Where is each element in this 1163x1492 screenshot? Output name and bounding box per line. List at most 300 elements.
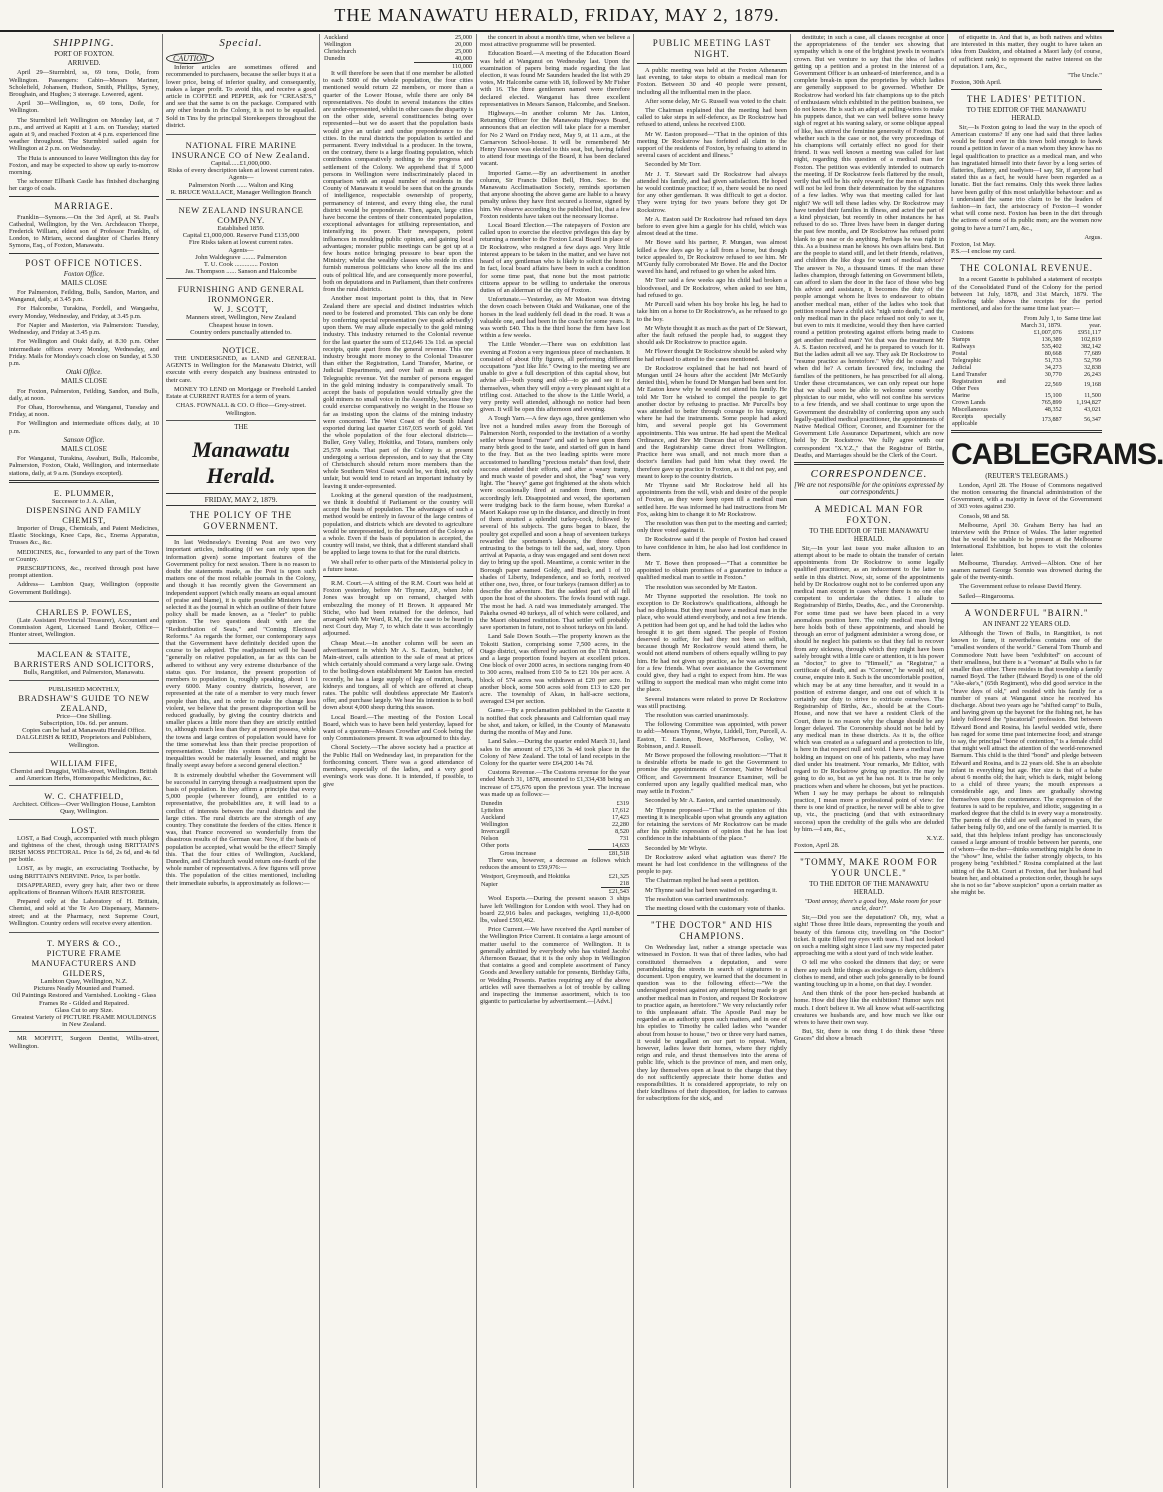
letter-date: Foxton, 30th April. [951,79,1002,87]
table-cell: 535,402 [1041,342,1062,350]
divider [951,89,1102,90]
ad-line: John Waldegrave ........ Palmerston [195,253,287,261]
policy-para: Looking at the general question of the readjustment, we think it doubtful if Parliament or the country will accept the basis of population. The advantages of such a method would be entirely in favour of the large centres of population, and districts which are devoted to agriculture would be unrepresented, to the detriment of the Colony as a whole. Even if the basis of population is accepted, the country will insist, we think, that a different standard shall be applied to large towns to that for the rural districts. [323,491,473,557]
ad-line: Capital......£1,000,000. [210,160,272,168]
otaki-para: For Foxton, Palmerston, Feilding, Sandon, and Bulls, daily, at noon. [9,387,159,402]
ad-title: BARRISTERS AND SOLICITORS, [13,659,155,670]
divider [323,576,473,577]
meeting-para: Mr J. T. Stewart said Dr Rockstrow had always attended his family, and had given satisfaction. He hoped he would continue practice; if so, there would be no need for any other gentleman. It was difficult to get a doctor. They were trying for two years before they got Dr Rockstrow. [637,170,787,214]
shipping-title: SHIPPING. [53,37,115,49]
meeting-para: Mr Bowe proposed the following resolution:—"That it is desirable efforts be made to get the Government to promise the appointments of Coroner, Native Medical Officer, and Government Insurance Examiner, will be conferred upon any legally qualified medical man, who may settle in Foxton." [637,752,787,796]
port-title: PORT OF FOXTON. [54,50,114,58]
divider [166,535,316,536]
table-cell: 765,899 [1041,398,1062,406]
shipping-para: The Sturmbird left Wellington on Monday last, at 7 p.m., and arrived at Kapiti at 1 a.m. on Tuesday; started again at 9, and reached Foxton at 4 p.m. experienced fine weather throughout. The Sturmbird sailed again for Wellington at 2 p.m. on Wednesday. [9,116,159,153]
meeting-para: After some delay, Mr G. Russell was voted to the chair. [645,97,787,105]
table-cell: £319 [616,799,629,807]
table-row [951,343,1102,350]
table-cell: 40,000 [454,55,472,62]
table-cell: 11,500 [1084,391,1101,399]
table-row [951,392,1102,399]
table-cell: 25,000 [454,34,472,41]
ad-line: Bulls, Rangitikei, and Palmerston, Manawatu. [23,669,145,677]
table-row [951,336,1102,343]
table-cell: 731 [619,834,629,842]
meeting-para: Dr Rockstrow said if the people of Foxton had ceased to have confidence in him, he also had lost confidence in them. [637,536,787,558]
table-cell: Wellington [324,41,352,48]
mails-close: MAILS CLOSE [61,444,107,453]
ad-name: MACLEAN & STAITE, [37,649,131,660]
ad-line: CHAS. FOWNALL & CO. O ffice—Grey-street. Wellington. [175,402,307,417]
cablegrams-title: CABLEGRAMS. [951,437,1163,471]
meeting-para: The Chairman explained that the meeting had been called to take steps in self-defence, as Dr Rockstrow had refused to attend, unless he received £100. [637,107,787,129]
post-title: POST OFFICE NOTICES. [25,257,143,268]
table-row [951,357,1102,364]
divider [951,603,1102,604]
meeting-para: The Chairman replied he had seen a petition. [645,877,760,885]
ad-para: THE UNDERSIGNED, as LAND and GENERAL AGENTS in Wellington for the Manawatu District, will execute with every despatch any business entrusted to their care. [166,355,316,384]
ad-line: T. U. Cook .............. Foxton [203,261,279,269]
table-cell: Dunedin [324,55,346,63]
news-para: Game.—By a proclamation published in the Gazette it is notified that cock pheasants and Californian quail may be shot, and taken, or killed, in the County of Manawatu during the months of May and June. [480,707,630,737]
ad-name: W. J. SCOTT, [213,304,269,315]
letter-para: of etiquette in. And that is, as both natives and whites are interested in this matter, they ought to have taken an idea from Daskton, and obtained a Maori lady (of course, of sufficient rank) to represent the native interest on the deputation. I am, &c., [951,34,1102,70]
table-total: £81,518 [588,849,630,857]
post-para: For Napier and Masterton, via Palmerston: Tuesday, Wednesday, and Friday at 3.45 p.m. [9,321,159,337]
post-sub: Foxton Office. [63,269,105,278]
table-cell: Invercargill [481,827,510,835]
otaki-sub: Otaki Office. [65,368,103,377]
table-cell: 22,569 [1044,381,1062,388]
meeting-para: The resolution was seconded by Mr Easton. [645,583,757,591]
ad-name: WILLIAM FIFE, [50,757,118,768]
table-cell: 8,520 [615,827,629,835]
divider [951,430,1102,433]
ad-scott [166,282,316,340]
table-row [323,55,473,63]
ad-line: Jas. Thompson ...... Sanson and Halcombe [185,268,297,276]
ad-line: Greatest Variety of PICTURE FRAME MOULDINGS in New Zealand. [11,1014,157,1029]
correspondence-title: CORRESPONDENCE. [810,467,928,480]
shipping-para: April 29—Sturmbird, ss, 69 tons, Doile, from Wellington. Passengers: Cabin—Messrs Mariner, Scholefield, Johansen, Hudson, Smith, Phillips, Syney, Broughain, and Hughes; 3 steerage. Lowered, agent. [9,69,159,99]
ad-line: Risks of every description taken at lowest current rates. [167,167,315,175]
ad-line: Lambton Quay, Wellington, N.Z. [40,978,128,986]
ad-line: Manners street, Wellington, New Zealand [186,314,296,322]
table-row [480,814,630,821]
policy-title: THE POLICY OF THE GOVERNMENT. [189,510,293,532]
news-para: Imported Game.—By an advertisement in another column, Sir Francis Dillon Bell, Hon. Sec. to the Manawatu Acclimatisation Society, reminds sportsmen that anyone shooting the above game are liable to a heavy penalty unless they have first secured a license, signed by him. We observe according to the published list, that a few Foxton residents have taken out the necessary license. [480,169,630,220]
ad-fife [9,756,159,786]
policy-para: Another most important point is this, that in New Zealand there are special and distinct industries which need to be fostered and promoted. This can only be done by conferring special representation (we speak advisedly) upon them. We may allude especially to the gold mining industry. This industry returned to the Colonial revenue for the last quarter the sum of £12,646 13s 11d. as special receipts, quite apart from the general revenue. This one industry brought more money to the Colonial Treasurer than either the Registration, Land Transfer, Marine, or Judicial Departments, and over half as much as the Telegraphic revenue. Yet the number of persons engaged in the gold mining industry is comparatively small. To accept the basis of population would virtually give the gold miners no small voice in the Assembly, because they could exercise comparatively no weight in the House so far as insisting upon the claims of the mining industry were concerned. The West Coast of the South Island exported during last quarter £167,035 worth of gold. Yet the whole population of the four electoral districts—Buller, Grey Valley, Hokitika, and Totara, numbers only 25,578 souls. That part of the Colony is at present undergoing a serious depression, and to say that the City of Christchurch should return more members than the whole Southern West Coast would be, we think, not only unfair, but would tend to retard an important industry by leaving it under-represented. [323,295,473,490]
ad-line: Agents— [228,246,254,254]
signature: X.Y.Z. [926,834,944,842]
news-para: Land Sale Down South.—The property known as the Tokoiti Station, comprising some 7,500 acres, in the Otago district, was offered by auction on the 17th instant, and a large proportion found buyers at excellent prices. One block of over 2000 acres, in sections ranging from 40 to 300 acres, realised from £10 5s to £21 10s per acre. A block of 574 acres was withdrawn at £20 per acre. In another block, some 500 acres sold from £13 to £20 per acre. The township of Akau, in half-acre sections, averaged £34 per section. [480,633,630,706]
table-cell: 25,000 [454,48,472,55]
table-total: £21,543 [601,888,630,896]
table-row [951,406,1102,413]
ad-line: Capital £1,000,000. Reserve Fund £135,000 [182,232,300,240]
ad-para: Inferior articles are sometimes offered and recommended to purchasers, because the seller buys it at a lower price, being of inferior quality, and consequently, makes a larger profit. To avoid this, and receive a good article in COFFEE and PEPPER, ask for "CREASE'S," and see that the same is on the package. Compared with any other brands in the Colony, it is not to be equalled. Sold in Tins by the principal Storekeepers throughout the district. [166,64,316,129]
table-row [951,364,1102,371]
letter-verse: "Dont annoy, there's a good boy, Make room for your uncle, dear!" [804,897,942,912]
ad-para: PRESCRIPTIONS, &c., received through post have prompt attention. [9,564,159,580]
ad-line: Price—One Shilling. [56,712,112,720]
table-cell: 17,423 [611,813,629,821]
nameplate: Manawatu Herald. [192,436,290,488]
table-cell: 173,887 [1041,416,1062,423]
cable-para: Sailed—Ringarooma. [959,592,1015,600]
to-editor: TO THE EDITOR OF THE MANAWATU HERALD. [809,527,929,543]
ad-moffitt: MR MOFFITT, Surgeon Dentist, Willis-street, Wellington. [9,1035,159,1050]
letter-para: And then think of the poor hen-pecked husbands at home. How did they like the exhibition? Humor says not much. I don't believe it. We all know what self-sacrificing creatures we husbands are, and how much we like our wives to have their own way. [794,990,944,1026]
letter-date: Foxton, April 28. [794,842,840,850]
table-row [323,41,473,48]
decrease-table [480,873,630,895]
divider [9,253,159,254]
ad-para: Importer of Drugs, Chemicals, and Patent Medicines, Elastic Stockings, Knee Caps, &c., Enema Apparatus, Trusses &c., &c. [9,524,159,547]
doctor-para: destitute; in such a case, all classes recognise at once the appropriateness of the tender sex showing that sympathy which is one of the brightest jewels in woman's crown. But we venture to say that the idea of ladies getting up a petition and a protest in the interest of a Government Officer is an unheard-of interference, and is a complete break-in upon the proprieties by which ladies are generally supposed to be governed. Whether Dr Rockstrow had worked his fair champions up to the pitch of enthusiasm which exhibited in the petition business, we do not know. He is such an adept at pulling-wires to make his puppets dance, that we can well believe some heavy sigh of regret at his waning salary, or some oblique appeal of like, has stirred the feminine generosity of Foxton. But whether such is the case or not, the very proceedings of his champions will certainly effect no good for their friend. It was well known a meeting was called for last night, regarding this question of a medical man for Foxton. The petition was evidently intended to outmarch the meeting. If Dr Rockstrow feels flattered by the result, verily that will be his only reward; for the men of Foxton will not be led from their determination by the signatures of a few ladies. Why was that meeting called for last night? We will tell these ladies why. Dr Rockstrow may have tended their families in illness, and acted the part of a kind physician, but recently in other instances he has refused to do so. Three lives have been in danger during the past few months, and Dr Rockstrow has refused point blank to go near or do anything. Perhaps he was right in this. As a business man he knows his own affairs best. But are the people to stand still, and let their friends, relatives, and children die like dogs for want of medical advice? The answer is No, a thousand times. If the man these ladies champion, through fattening on Government billets, can afford to slam the door in the face of those who beg his advice and assistance, it becomes the duty of the people amongst whom he lives to endeavour to obtain another medical man, either of the ladies who took that petition round have a child sick "nigh unto death," and the only medical man in the place refused not only to see it, but even to mix it medicine, would they then have carried round a petition protesting against efforts being made to get another medical man? Yet that was the treatment Mr A. S. Easton received, and he is prepared to vouch for it. But the ladies admit all we say. They ask Dr Rockstrow to "resume practice as heretofore." Why did he cease? and when did he? A certain favoured few, including the families of the petitioners, he has prescribed for all along. Under these circumstances, we can only repeat our hope that we shall soon be able to welcome some worthy physician to our midst, who will not confine his services to a few friends, and we shall continue to urge upon the Government the desirability of conferring upon any such legally-qualified medical practitioner, the appointments of Native Medical Officer, Coroner, and Examiner for the Government Life Assurance Department, which are now held by Dr Rockstrow. We fully agree with our correspondent "X.Y.Z.," that the Registrar of Births, Deaths, and Marriages should be the Clerk of the Court. [794,34,944,459]
table-header: Same time last year. [1064,314,1101,329]
table-cell: Marine [952,391,970,399]
column-5 [634,34,791,1488]
ad-pre: PUBLISHED MONTHLY, [48,685,120,693]
table-cell: Auckland [481,813,506,821]
ladies-title: THE LADIES' PETITION. [966,94,1087,105]
ad-maclean [9,647,159,680]
ad-para: DISAPPEARED, every grey hair, after two or three applications of Brannan Wilton's HAIR RESTORER. [9,881,159,897]
ad-name: T. MYERS & CO., [46,938,122,949]
marriage-title: MARRIAGE. [54,200,114,211]
table-cell: Christchurch [324,48,356,55]
table-row [951,378,1102,392]
ad-title: LOST. [71,824,97,835]
meeting-para: A public meeting was held at the Foxton Athenæum last evening, to take steps to obtain a medical man for Foxton. Between 30 and 40 people were present, including all the influential men in the place. [637,67,787,96]
ad-line: Established 1859. [217,225,265,233]
table-cell: 26,243 [1083,370,1101,378]
table-cell: 80,668 [1044,349,1062,357]
post-para: For Wellington and Otaki daily, at 8.30 p.m. Other intermediate offices every Monday, Wednesday, and Friday. Mails for Monday's coach close on Sunday, at 5.30 p.m. [9,338,159,367]
table-cell: 136,389 [1041,335,1062,343]
post-para: For Halcombe, Turakina, Fordell, and Wangaehu, every Monday, Wednesday, and Friday, at 3.45 p.m. [9,305,159,320]
table-header-row [951,315,1102,329]
signature: Argus. [1084,233,1102,241]
table-cell: Postal [952,349,968,357]
cable-para: The Government refuse to release David Henry. [959,583,1082,591]
medical-title: A MEDICAL MAN FOR FOXTON. [814,504,924,526]
table-row [480,888,630,896]
nameplate-the: THE [234,422,248,431]
columns [6,34,1163,1488]
ad-line: Agents— [228,174,254,182]
news-para: R.M. Court.—A sitting of the R.M. Court was held at Foxton yesterday, before Mr Thynne, J.P., when John Jones was brought up on remand, charged with embezzling the money of H Brown. It appeared Mr Stiche, who had been retained for the defence, had arranged with Mr Ward, R.M., for the case to be heard in next Court day, May 7, to which date it was accordingly adjourned. [323,580,473,638]
bairn-sub: AN INFANT 22 YEARS OLD. [982,619,1071,628]
ad-line: Copies can be had at Manawatu Herald Office. [22,727,146,735]
table-cell: 14,633 [611,841,629,849]
table-cell: Judicial [952,363,972,371]
table-row [951,350,1102,357]
meeting-para: Mr Bowe said his partner, P. Mungan, was almost killed a few days ago by a fall from a horse, but though twice appealed to, Dr Rockstrow refused to see him. Mr M'Gurdy fully corroborated Mr Bowe. He and the Doctor waved his hand, and refused to go when he asked him. [637,239,787,276]
special-title: Special. [219,37,263,49]
table-cell: 218 [619,880,629,888]
meeting-para: Seconded by Mr Torr. [645,161,701,169]
meeting-para: Mr Thynne supported the resolution. He took no exception to Dr Rockstrow's qualifications, although he had no diploma. But they must have a medical man in the place, who would attend everybody, and not a few friends. A petition had been got up, and he had told the ladies who brought it to get them signed. The people of Foxton deserved to suffer, for had they not been so selfish, because though Mr Rockstrow would attend them, he would not attend numbers of others equally willing to pay him. He had not given up practice, as he was acting now for a few friends. What over assistance the Government could give, they had a right to expect from him. He was willing to support the medical man who might come into the place. [637,592,787,694]
divider [637,915,787,916]
letter-para: O tell me who cooked the dinners that day; or were there any such little things as stockings to darn, children's clothes to mend, and other such jobs generally to be found wanting touching up in a home, on that day. I wonder. [794,959,944,988]
table-cell: 1,194,827 [1076,398,1101,406]
meeting-para: The resolution was carried unanimously. [645,895,749,903]
masthead: THE MANAWATU HERALD, FRIDAY, MAY 2, 1879. [0,0,1114,32]
divider [637,63,787,64]
table-cell: 19,168 [1083,381,1101,388]
table-cell: 20,000 [454,41,472,48]
table-cell: Wellington [481,820,509,828]
ad-title: FURNISHING AND GENERAL IRONMONGER. [177,284,305,305]
ad-line: Oil Paintings Restored and Varnished. Looking - Glass Frames Re - Gilded and Repaired. [11,992,157,1007]
ad-nz-insurance [166,203,316,279]
table-row [480,880,630,888]
ad-plummer [9,486,159,602]
revenue-para: In a recent Gazette is published a statement of receipts of the Consolidated Fund of the Colony for the period between 1st July, 1878, and 31st March, 1879. The following table shows the receipts for the period mentioned, and also for the same time last year:— [951,276,1102,313]
table-cell: Registration and Other Fees [952,377,1006,392]
meeting-para: Mr T. Bowe then proposed—"That a committee be appointed to obtain promises of a guarantee to induce a qualified medical man to settle in Foxton." [637,560,787,582]
table-cell: £1,007,076 [1033,328,1062,336]
news-para: the concert in about a month's time, when we believe a most attractive programme will be presented. [480,34,630,49]
table-row [480,873,630,880]
meeting-para: Mr Flower thought Dr Rockstrow should be asked why he had refused to attend to the cases mentioned. [637,348,787,363]
to-editor: TO THE EDITOR OF THE MANAWATU HERALD. [966,106,1087,122]
meeting-para: Several instances were related to prove Dr Rockstrow was still practising. [637,695,787,710]
table-total: 110,000 [414,63,473,71]
table-cell: Receipts specially applicable [952,412,1006,427]
table-cell: 48,352 [1044,405,1062,413]
ad-line: Architect. Offices—Over Wellington House, Lambton Quay, Wellington. [12,801,156,816]
table-cell: 34,273 [1044,363,1062,371]
ad-para: Address— Lambton Quay, Wellington (opposite Government Buildings). [9,581,159,596]
column-3 [320,34,477,1488]
ad-title: DISPENSING AND FAMILY CHEMIST, [26,504,142,525]
table-row [480,828,630,835]
ad-title: NATIONAL FIRE MARINE INSURANCE CO of New Zealand. [171,140,311,161]
news-para: Local Board.—The meeting of the Foxton Local Board, which was to have been held yesterday, lapsed for want of a quorum—Messrs Crowther and Cook being the only Commissioners present. It was adjourned to this day. [323,713,473,743]
table-cell: Gross increase [500,849,537,857]
policy-para: We shall refer to other parts of the Ministerial policy in a future issue. [323,558,473,573]
table-row [480,842,630,850]
column-7 [948,34,1163,1488]
cities-table [323,34,473,70]
news-para: Land Sales.—During the quarter ended March 31, land sales to the amount of £75,136 3s 4d took place in the Colony of New Zealand. The total of land receipts in the Colony for the quarter were £64,200 14s 7d. [480,738,630,767]
arrived-label: ARRIVED. [67,59,101,68]
divider [951,258,1102,259]
ad-line: DALGLEISH & REID, Proprietors and Publishers, Wellington. [16,734,152,749]
table-row [951,329,1102,336]
policy-para: It is extremely doubtful whether the Government will be successful in carrying through a readjustment upon the basis of population. In they affirm a principle that every 5,000 people (wherever found), are entitled to a representative, the probabilities are, it will lead to a conflict of interests between the rural districts and the large cities. The rural districts are the strength of any country. They constitute the feeders of the cities. Hence it was, that France recovered so wonderfully from the disastrous results of the German war. Now, if the basis of population be accepted, what would be the effect? Simply this. That the four cities of Wellington, Auckland, Dunedin, and Christchurch would return one-fourth of the whole number of representatives. A few figures will prove this. The population of the cities mentioned, including their immediate suburbs, is approximately as follows:— [166,771,316,887]
news-para: A Tough Yarn.—A few days ago, three gentlemen who live not a hundred miles away from the Borough of Palmerston North, responded to the invitation of a worthy settler whose brand "mare" and said to have upon them many birds good to the taste, and started off gun in hand to the fray. But as the two leading spirits were more accustomed to handling "precious metals" than fowl, their success attended their efforts, and after a weary tramp, and much waste of powder and shot, the "bag" was very light. The "heavy" game got frightened at the shots which were occasionally fired at random from them, and accordingly left. Disappointed and vexed, the sportsmen were trudging back to the farm house, when Eureka! a Maori Kakapo rose up in the distance, and directly in front of them strutted a splendid turkey-cock, followed by several of his subjects. The guns began to blaze, the poultry got expelled and soon a heap of seventeen turkeys rewarded the sportsmen's labours, the three others entrusting to the beings to tell the sad, sad, story. Upon arrival at Papaoia, a dray was engaged and sent down next day to bring up the spoil. Meantime, a comic writer in the Borough paper named Goldy, and Buck, and 1 of 10 shades of Liberty, Independence, and so forth, received either one, two, three, or four turkeys (ramson differ) as to describe the adventure. But the saddest part of all fell upon the host of the shooters. The fowls found with rage. The most he had. A raid was immediately arranged. The Pakeha owned 40 turkeys, all of which were collared, and the Maori obtained restitution. That settler will probably save sportsmen in future, not to shoot turkeys on his land. [480,415,630,632]
table-cell: Dunedin [481,799,503,807]
to-editor: TO THE EDITOR OF THE MANAWATU HERALD. [809,880,929,896]
letter-para: Sir,—Did you see the deputation? Oh, my, what a sight! Those three little dears, representing the youth and beauty of this famous city, travelling on "the Doctor" ticket. It quite filled my eyes with tears. I had not looked on such a melting sight since I last saw my respected pater approaching me with a stout yard of inch wide leather. [794,914,944,958]
ad-name: E. PLUMMER, [53,487,115,498]
doctor-title: "THE DOCTOR" AND HIS CHAMPIONS. [651,920,773,942]
meeting-para: Seconded by Mr Whyte. [645,844,708,852]
table-header: From July 1, to March 31, 1879. [1020,314,1062,329]
meeting-para: Mr Thynne said he had been waited on regarding it. [645,886,778,894]
meeting-para: The resolution was then put to the meeting and carried; only three voted against it. [637,519,787,535]
news-para: Local Board Election.—The ratepayers of Foxton are called upon to exercise the elective privileges this day by returning a member to the Foxton Local Board in place of Dr Rockstrow, who resigned a few days ago. Very little interest appears to be taken in the matter, and we have not heard of any gentleman who is likely to solicit the honor. In fact, local board affairs have been in such a condition for some time past, that none but the most patriotic citizens appear to be willing to undertake the onerous duties of an alderman of the city of Foxton. [480,222,630,294]
ad-line: Glass Cut to any Size. [54,1006,114,1014]
customs-table [480,800,630,857]
ad-line: Country orders punctually attended to. [190,328,292,336]
cable-para: Consols, 98 and 58. [959,512,1010,520]
sanson-sub: Sanson Office. [63,435,105,444]
meeting-para: The meeting closed with the customary vote of thanks. [645,904,786,912]
column-2 [163,34,320,1488]
otaki-para: For Wellington and intermediate offices daily, at 10 p.m. [9,420,159,435]
divider [794,852,944,853]
table-cell: £21,325 [608,873,629,881]
table-cell: Westport, Greymouth, and Hokitika [481,873,570,881]
marriage-para: Franklin—Symons.—On the 3rd April, at St. Paul's Cathedral, Wellington, by the Ven. Archdeacon Thorpe, Frederick William, eldest son of Professor Franklin, of London, to Miriam, second daughter of Charles Henry Symons, Esq., of Foxton, Manawatu. [9,213,159,250]
column-4 [477,34,634,1488]
news-para: There was, however, a decrease as follows which reduces the amount to £59,976:— [480,856,630,872]
dateline: FRIDAY, MAY 2, 1879. [166,493,316,506]
correspondence-note: [We are not responsible for the opinions expressed by our correspondents.] [794,480,944,497]
ad-line: Subscription, 10s. 6d. per annum. [39,720,129,727]
table-cell: 56,347 [1083,416,1101,423]
meeting-para: Mr Whyte thought it as much as the part of Dr Stewart, after the fault refused the people had, to suggest they should ask Dr Rockstrow to practice again. [637,324,787,347]
shipping-para: The schooner Ellbank Castle has finished discharging her cargo of coals. [9,178,159,193]
ad-caution [166,51,316,135]
ad-lost [9,823,159,933]
table-row [480,821,630,828]
table-row [951,371,1102,378]
ad-title: NOTICE. [222,345,260,356]
meeting-title: PUBLIC MEETING LAST NIGHT. [652,38,772,59]
table-cell: Stamps [952,335,971,343]
revenue-table [951,315,1102,427]
meeting-para: Dr Rockstrow asked what agitation was there? He meant he had lost confidence in the willingness of the people to pay. [637,853,787,876]
cable-para: London, April 28. The House of Commons negatived the motion censuring the financial administration of the Government, with a majority in favor of the Government of 303 votes against 230. [951,481,1102,511]
table-cell: Lyttelton [481,806,504,814]
ad-fowles [9,605,159,645]
ad-para: LOST, as by magic, an excruciating Toothache, by using BRITTAIN'S NERVINE. Price, 1s per bottle. [9,865,159,880]
letter-para: Sir,—In your last issue you make allusion to an attempt about to be made to obtain the transfer of certain appointments from Dr Rockstrow to some legally qualified practitioner, as an inducement to the latter to settle in this district. Now, sir, some of the appointments held by Dr Rockstrow ought not to be conferred upon any medical man except in cases where there is no one else competent to undertake the duties. I allude to Registrarship of Births, Deaths, &c., and the Coronership. For some time past we have been placed in a very anomalous position here. The only medical man living here holds both of these appointments, and should he through an error of judgment administer a wrong dose, or should he neglect his patients so that they fail to recover from any sickness, through which they might have been safely brought with a little care or attention, it is his power as "doctor," to give to "Himself," as "Registrar," a certificate of death, and as "Coroner," he would not, of course, enquire into it. Such is the uncomfortable position, which may be at any time hereafter, and it would in a position of extreme danger, and one out of which it is certainly our duty to strive to extricate ourselves. The Registrarship of Births, &c., should be at the Court-House, and now that we have a resident Clerk of the Court, there is no reason why the change should be any longer delayed. The Coronership should not be held by any medical man in these districts. As it is, the office which was created as a safeguard and a protection to life, is here in that respect null and void. I have a medical man holding an inquest on one of his patients, who may have died under his treatment. Your remarks, Mr Editor, with regard to Dr Rockstrow giving up practice. He may be going to do so, but as yet he has not. It is true he only practices when and where he chooses, but yet he practices. When I say he may perhaps be about to relinquish practice, I mean more a professional point of view: for there is one kind of practice, he never will be able to give up, viz., the practicing (and that with extraordinary success) upon the credulity of the gulls who are deluded by him.—I am, &c., [794,544,944,833]
letter-para: But, Sir, there is one thing I do think these "three Graces" did show a breach [794,1028,944,1043]
meeting-para: Mr Torr said a few weeks ago his child had broken a bloodvessel, and Dr Rockstrow, when asked to see him, had refused to go. [637,277,787,299]
divider [9,480,159,483]
meeting-para: Mr Thynne proposed—"That in the opinion of this meeting it is inexplicable upon what grounds any agitation for retaining the services of Mr Rockstrow can be made after his public expression of opinion that he has lost confidence in the inhabitants of the place." [637,806,787,843]
ad-line: Palmerston North ...... Walton and King [188,181,294,189]
news-para: Wool Exports.—During the present season 3 ships have left Wellington for London with wool. They had on board 22,916 bales and packages, weighing 11,0-8,000 lbs, valued £593,462. [480,895,630,924]
table-row [951,399,1102,406]
table-row [480,835,630,842]
table-row [323,34,473,41]
table-cell: 15,100 [1044,391,1062,399]
news-para: The Little Wonder.—There was on exhibition last evening at Foxton a very ingenious piece of mechanism. It consisted of about fifty figures, all performing different occupations "just like life." Owing to the meeting we are unable to give a full description of this capital show, but advise all—both young and old—to go and see it for themselves, when they will enjoy a very pleasant sight at a trifling cost. Attached to the show is the Little World, a very pretty well attended, although no notice had been given. It will be open this afternoon and evening. [480,341,630,414]
ad-line: Fire Risks taken at lowest current rates. [188,239,294,247]
table-cell: Land Transfer [952,370,987,378]
table-cell: Customs [952,328,974,336]
cable-para: Melbourne, April 30. Graham Berry has had an interview with the Prince of Wales. The latter regretted that he would be unable to be present at the Melbourne International Exhibition, but hopes to visit the colonies later. [951,521,1102,558]
table-cell: 77,689 [1083,349,1101,357]
table-cell: Napier [481,880,498,888]
bairn-para: Although the Town of Bulls, in Rangitikei, is not known to fame, it nevertheless contains one of the "smallest wonders of the world." General Tom Thumb and Commodore Nutt have been "exhibited" on account of their smallness, but there is a "woman" at Bulls who is far smaller than either. There resides in that township a family named Boyd. The father (Edward Boyd) is one of the old "Ake-ake's," (65th Regiment), who did good service in the "brave days of old," and resided with his family for a number of years at Wanganui since he received his discharge. About two years ago he "shifted camp" to Bulls, and having given up the bayonet for the fishing net, he has lately followed the "piscatorial" profession. But between Edward Bond and Rosina, his lawful wedded wife, there has raged for some time past internecine food; and strange to say, the principal "bone of contention," is a female child that might well attract the attention of the world-renowned Barnum. This child is the third "bond" and pledge between Edward and Rosina, and is 22 years old. She is an absolute infant in everything but age. Her size is that of a babe about 6 months old; the hair, which is dark, might belong to a child of three years; the mouth expresses a considerable age, and lines are gradually showing themselves upon the countenance. The expression of the features is said to be repulsive, and idiotic, suggesting in a marked degree that the child is in every way a monstrosity. The parents of the child are well advanced in years, the father being fully 60, and one of the family is married. It is said, that this helpless infant prodigy has unconsciously caused a large amount of trouble between her parents, one of whom—the m-ther—thinks something might be done in the "show" line, whilst the father strongly objects, to his progeny being "exhibited." Rosina complained at the last sitting of the R.M. Court at Foxton, that her husband had beaten her, and obtained a protection order, though he says she is not so far "above suspicion" upon a certain matter as she might be. [951,629,1102,897]
sanson-para: For Wanganui, Turakina, Awahuri, Bulls, Halcombe, Palmerston, Foxton, Otaki, Wellington, and intermediate stations, daily, at 9 a.m. (Sundays excepted). [9,455,159,477]
meeting-para: Mr Purcell said when his boy broke his leg, he had to take him on a horse to Dr Rockstrow's, as he refused to go to the boy. [637,301,787,323]
news-para: Highways.—In another column Mr Jas. Linton, Returning Officer for the Manawatu Highways Board, announces that an election will take place for a member for No 2 Ward on Friday next, May 9, at 11 a.m., at the Carnarvon School-house. It will be remembered Mr Henry Dawson was elected to this seat, but, having failed to attend four meetings of the Board, it has been declared vacant. [480,110,630,168]
table-row [323,63,473,71]
policy-para: It will therefore be seen that if one member be allotted to each 5000 of the whole population, the four cities mentioned would return 22 members, or more than a quarter of the Lower House, while there are only 84 representatives. No doubt in several instances the cities are under-represented, whilst in other cases the disparity is on the other side, several constituencies being over represented—but we do assert that the population basis would give an unfair and undue preponderance to the cities. In the rural districts the population is settled and permanent. Every individual is a producer. In the towns, on the contrary, there is a large floating population, which contributes comparatively nothing to the progress and settlement of the Colony. We apprehend that if 5,000 persons in Wellington were indiscriminately placed in comparison with an equal number of residents in the County of Manawatu it would be seen that on the grounds of intelligence, respectable ownership of property, permanency of interest, and every thing else, the rural district would be preponderate. Then, again, large cities have become the centres of their concentrated population, exceptional advantages for utilising representation, and intensifying its power. Their newspapers, potent influences in moulding public opinion, and gaining local advantages; monster public meetings can be got up at a few hours notice bringing pressure to bear upon the Ministry; whilst the wealthy classes who reside in cities furnish numerous politicians who know all the ins and outs of political life, and are consequently more powerful, both on deputations and in Parliament, than their confreres from the rural districts. [323,70,473,294]
ad-name: W. C. CHATFIELD, [44,791,124,802]
doctor-para: On Wednesday last, rather a strange spectacle was witnessed in Foxton. It was that of three ladies, who had constituted themselves a deputation, and were perambulating the streets in search of signatures to a document. Upon enquiry, we learned that the document in question was to the following effect:—"We the undersigned protest against any attempt being made to get another medical man in Foxton, and request Dr Rockstrow to practice again, as heretofore." We very reluctantly refer to this unpleasant affair. The Apostle Paul may be regarded as an authority upon such matters, and in one of his epistles to Timothy he called ladies who "wander about from house to house," two or three very hard names, it would be ungallant on our part to repeat. When, however, ladies leave their homes, where they rightly reign and rule, and thrust themselves into the arena of public life, which is the province of men, and men only, they lay themselves open at least to the charge that they do not sufficiently appreciate their home duties and responsibilities. It is considered appropriate, to rely on their kindliness of their disposition, for ladies to canvass for subscriptions for the sick, and [637,944,787,1103]
column-1 [6,34,163,1488]
table-cell: 52,799 [1083,356,1101,364]
table-cell: 43,021 [1083,405,1101,413]
meeting-para: The following Committee was appointed, with power to add:—Messrs Thynne, Whyte, Liddell, Torr, Purcell, A. Easton, T. Easton, Bowe, McPherson, Colley, W. Robinson, and J. Russell. [637,721,787,750]
ad-title: BRADSHAW'S GUIDE TO NEW ZEALAND, [18,692,150,713]
ad-bradshaw [9,684,159,753]
letter-date: Foxton, 1st May. [951,241,996,249]
ad-para: Prepared only at the Laboratory of H. Brittain, Chemist, and sold at 'the Te Aro Dispensary, Manners-street; and at the Pharmacy, next Supreme Court, Wellington. Country orders will receive every attention. [9,898,159,927]
table-cell: Miscellaneous [952,405,988,413]
ad-notice [166,343,316,421]
table-cell: Auckland [324,34,349,41]
post-para: For Palmerston, Feilding, Bulls, Sandon, Marton, and Wanganui, daily, at 3.45 p.m. [9,289,159,304]
ad-name: CHARLES P. FOWLES, [36,606,132,617]
column-6 [791,34,948,1488]
signature: "The Uncle." [1067,72,1102,80]
ad-line: Pictures Neatly Mounted and Framed. [33,985,135,993]
news-para: Unfortunate.—Yesterday, as Mr Moaton was driving the down coach between Otaki and Waikanae, one of the horses in the lead suddenly fell dead in the road. It was a valuable one, and had been in the coach for some years. It was worth £40. This is the third horse the firm have lost within a few weeks. [480,296,630,340]
table-cell: Telegraphic [952,356,982,364]
ad-sub: Successor to J. A. Allan, [51,497,117,505]
table-cell: 30,770 [1044,370,1062,378]
table-cell: 382,142 [1080,342,1101,350]
ad-myers [9,936,159,1032]
table-cell: 102,819 [1080,335,1101,343]
ad-para: MONEY TO LEND on Mortgage or Freehold Landed Estate at CURRENT RATES for a term of years. [166,385,316,401]
table-cell: £951,117 [1078,328,1101,336]
tommy-title: "TOMMY, MAKE ROOM FOR YOUR UNCLE." [800,857,938,879]
meeting-para: Mr A. Easton said Dr Rockstrow had refused ten days before to even give him a gargle for his child, which was almost dead at the time. [637,215,787,238]
table-row [951,413,1102,427]
divider [9,196,159,197]
table-row [323,48,473,55]
ad-title: PICTURE FRAME MANUFACTURERS AND GILDERS, [31,948,137,979]
ad-line: Chemist and Druggist, Willis-street, Wellington. British and American Herbs, Homœopathic Medicines, &c. [10,767,158,783]
ad-title: NEW ZEALAND INSURANCE COMPANY. [178,205,304,226]
meeting-para: The resolution was carried unanimously. [645,712,749,720]
revenue-title: THE COLONIAL REVENUE. [960,263,1093,274]
table-cell: 32,838 [1083,363,1101,371]
news-para: Cheap Meat.—In another column will be seen an advertisement in which Mr A. S. Easton, butcher, of Main-street, calls attention to the sale of meat at prices which certainly should command a very large sale. Owing to the boiling-down establishment Mr Easton has erected recently, he has a large supply of legs of mutton, hearts, kidneys and tongues, all of which are offered at cheap rates. The public will doubtless appreciate Mr Easton's offer, and purchase largely. We hear his intention is to boil down about 4,000 sheep during this season. [323,639,473,712]
table-cell: 51,733 [1044,356,1062,364]
letter-ps: P.S.—I enclose my card. [951,248,1016,256]
meeting-para: Mr W. Easton proposed—"That in the opinion of this meeting Dr Rockstrow has forfeited all claim to the support of the residents of Foxton, by refusing to attend in several cases of accident and illness." [637,130,787,160]
news-para: Choral Society.—The above society had a practice at the Public Hall on Wednesday last, in preparation for the forthcoming concert. There was a good attendance of members, especially of the ladies, and a very good evening's work was done. It is intended, if possible, to give [323,744,473,788]
news-para: Price Current.—We have received the April number of the Wellington Price Current. It contains a large amount of matter useful to the commerce of Wellington. It is generally admitted by everybody who has visited Jacobs' Afternoon Bazaar, that it is the only shop in Wellington that contains a good and complete assortment of Fancy Goods and Jewellery suitable for presents, Birthday Gifts, or Wedding Presents. Parties requiring any of the above articles will save themselves a lot of trouble by calling and inspecting the immense assortment, which is too gigantic to particularise by advertisement.—[Advt.] [480,926,630,1006]
table-cell: Crown Lands [952,398,986,406]
bairn-title: A WONDERFUL "BAIRN." [964,607,1089,618]
ad-chatfield [9,789,159,819]
meeting-para: Seconded by Mr A. Easton, and carried unanimously. [645,797,782,805]
ad-national-fire [166,138,316,200]
policy-para: In last Wednesday's Evening Post are two very important articles, indicating (if we can rely upon the information given) some important features of the Government policy for next session. There is no reason to doubt the statements made, as the Post is upon such matters one of the most reliable journals in the Colony, and though it has recently given the Government an independent support (which really means an equal amount of praise and blame), it is quite possible Ministers have selected it as the journal in which an outline of their future policy shall be made known, as a "feeler" to public opinion. The two questions dealt with are the "Redistribution of Seats," and "Coming Electoral Reforms." As regards the former, our contemporary says that the Government have definitely decided upon the course to be adopted. The readjustment will be based "generally on relative population, as far as this can be adhered to without any very extreme disturbance of the status quo. For instance, the present proportion of members to population is, roughly speaking, about 1 to every 6000. Many country districts, however, are represented at the rate of a member to very much fewer people than this, and in order to make the change less violent, we believe that the present disproportion will be reduced gradually, by giving the country districts and smaller places a little more than they are strictly entitled to, although much less than they at present possess, while the towns and large centres of population would have for the time somewhat less than their precise proportion of representation. Under this system the existing gross inequalities would be materially lessened, and might be finally swept away before a second general election." [166,539,316,770]
table-row [480,807,630,814]
table-cell: 17,612 [611,806,629,814]
letter-para: Sir,—Is Foxton going to lead the way in the epoch of American customs? If any one had said that three ladies would be found ever in this town bold enough to hawk round a petition in favor of a man whom they know has no legal qualification to practice as a medical man, and who has ingratiated himself into their favor by a long series of flatteries, flattery, and toadyism—I say, Sir, if anyone had stated this as a fact, he would have been regarded as a lunatic. But the fact remains. Only this week three ladies have been guilty of this most unladylike behaviour: and as I understand the same trio claim to be the leaders of fashion—in fact, the aristocracy of Foxton—I wonder what will come next. Foxton has been in the dirt through the actions of some of its public men; are the women now going to have a turn? I am, &c., [951,123,1102,232]
table-cell: 22,280 [611,820,629,828]
news-para: Customs Revenue.—The Customs revenue for the year ended March 31, 1878, amounted to £1,334,438 being an increase of £75,676 upon the previous year. The increase was made up as follows:— [480,769,630,798]
